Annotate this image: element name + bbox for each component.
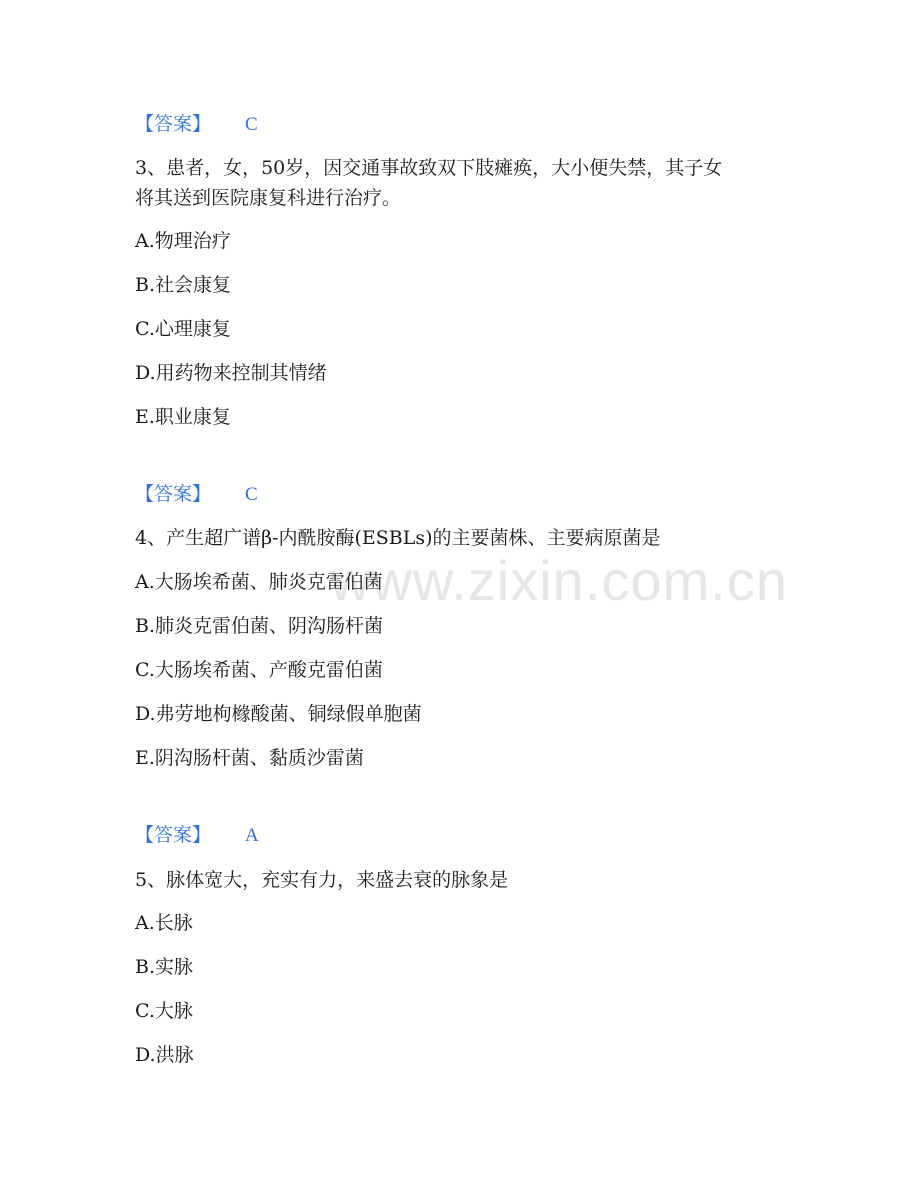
question-3-stem-line-1: 3、患者，女，50岁，因交通事故致双下肢瘫痪，大小便失禁，其子女 (135, 157, 723, 179)
answer-label: 【答案】 (135, 113, 212, 135)
answer-label: 【答案】 (135, 824, 212, 846)
question-4-option-e: E.阴沟肠杆菌、黏质沙雷菌 (135, 747, 364, 769)
question-4-option-b: B.肺炎克雷伯菌、阴沟肠杆菌 (135, 615, 384, 637)
question-4-option-c: C.大肠埃希菌、产酸克雷伯菌 (135, 659, 383, 681)
question-5-option-b: B.实脉 (135, 956, 194, 978)
answer-line-q3 (135, 480, 258, 509)
watermark: www.zixin.com.cn (330, 549, 788, 612)
question-5-option-c: C.大脉 (135, 1000, 193, 1022)
answer-label: 【答案】 (135, 483, 212, 505)
question-3-option-e: E.职业康复 (135, 406, 231, 428)
question-5-option-a: A.长脉 (135, 912, 193, 934)
question-3-option-c: C.心理康复 (135, 318, 231, 340)
answer-value: C (245, 114, 258, 135)
question-5-option-d: D.洪脉 (135, 1044, 194, 1066)
question-3-option-a: A.物理治疗 (135, 230, 231, 252)
question-4-option-a: A.大肠埃希菌、肺炎克雷伯菌 (135, 571, 383, 593)
question-5-stem-line-1: 5、脉体宽大，充实有力，来盛去衰的脉象是 (135, 869, 509, 891)
answer-value: C (245, 484, 258, 505)
question-3-option-d: D.用药物来控制其情绪 (135, 362, 327, 384)
question-4-option-d: D.弗劳地枸橼酸菌、铜绿假单胞菌 (135, 703, 422, 725)
answer-line-q4 (135, 821, 259, 850)
answer-value: A (245, 825, 259, 846)
answer-line-q2 (135, 110, 258, 139)
question-4-stem-line-1: 4、产生超广谱β-内酰胺酶(ESBLs)的主要菌株、主要病原菌是 (135, 527, 661, 549)
question-3-option-b: B.社会康复 (135, 274, 232, 296)
question-3-stem-line-2: 将其送到医院康复科进行治疗。 (135, 187, 402, 209)
